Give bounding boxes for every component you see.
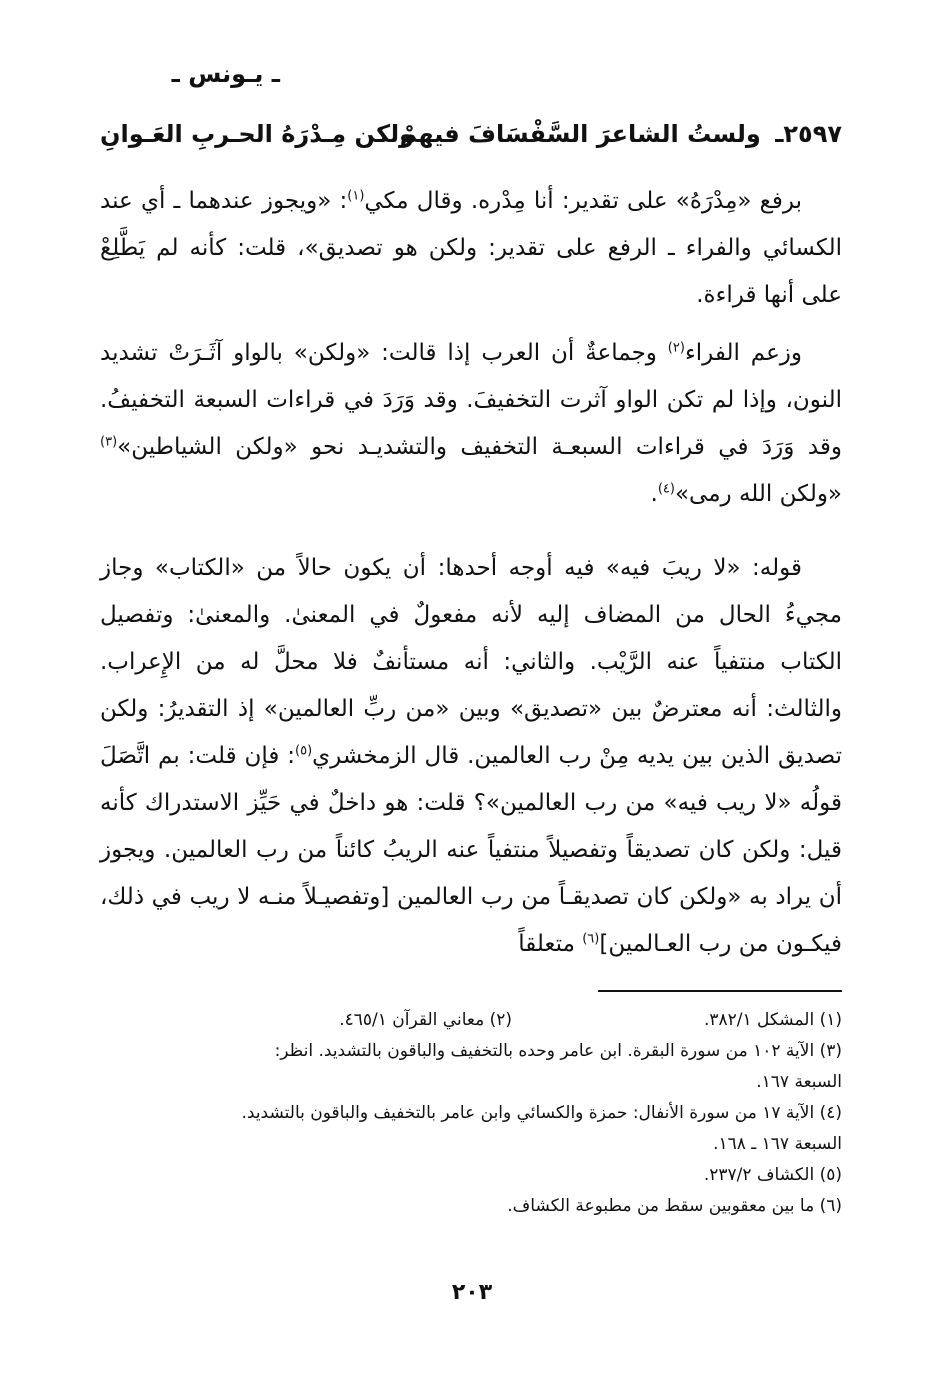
paragraph-3 [100, 545, 842, 968]
footnote-6: (٦) ما بين معقوبين سقط من مطبوعة الكشاف. [507, 1196, 842, 1216]
page-number: ٢٠٣ [451, 1280, 493, 1305]
footnote-ref-6[interactable]: (٦) [582, 931, 600, 947]
footnote-divider [598, 990, 842, 992]
p3-text-b: : فإن قلت: بم اتَّصَلَ قولُه «لا ريب فيه» من رب العالمين»؟ قلت: هو داخلٌ في حَيِّز الاستدراك كأنه قيل: ولكن كان تصديقاً وتفصيلاً منتفياً عنه الريبُ كائناً من رب العالمين. ويجوز أن يراد به «ولكن كان تصديقـاً من رب العالمين [وتفصيـلاً منـه لا ريب في ذلك، فيكـون من رب العـالمين] [100, 743, 842, 957]
verse-hemistich-first: ولستُ الشاعرَ السَّفْسَافَ فيهمْ [399, 120, 761, 148]
footnote-row-1-2 [100, 1005, 842, 1036]
verse-number: ٢٥٩٧ـ [775, 120, 842, 148]
footnotes-list [100, 1005, 842, 1222]
footnote-5: (٥) الكشاف ٢٣٧/٢. [703, 1165, 842, 1185]
footnote-4: (٤) الآية ١٧ من سورة الأنفال: حمزة والكسائي وابن عامر بالتخفيف والباقون بالتشديد. [241, 1103, 842, 1123]
p1-text-b: : «ويجوز عندهما ـ أي عند الكسائي والفراء ـ الرفع على تقدير: ولكن هو تصديق»، قلت: كأنه لم يَطَّلِعْ على أنها قراءة. [100, 188, 842, 308]
p2-text-d: . [650, 481, 658, 507]
footnote-ref-3[interactable]: (٣) [100, 434, 118, 450]
p3-text-a: قوله: «لا ريبَ فيه» فيه أوجه أحدها: أن يكون حالاً من «الكتاب» وجاز مجيءُ الحال من المضاف إليه لأنه مفعولٌ في المعنىٰ. والمعنىٰ: وتفصيل الكتاب منتفياً عنه الرَّيْب. والثاني: أنه مستأنفٌ فلا محلَّ له من الإِعراب. والثالث: أنه معترضٌ بين «تصديق» وبين «من ربِّ العالمين» إذ التقديرُ: ولكن تصديق الذين بين يديه مِنْ رب العالمين. قال الزمخشري [100, 555, 842, 769]
footnote-ref-1[interactable]: (١) [347, 188, 365, 204]
footnote-1: (١) المشكل ٣٨٢/١. [703, 1010, 842, 1030]
footnote-ref-5[interactable]: (٥) [295, 743, 313, 759]
paragraph-1 [100, 178, 842, 319]
p2-text-a: وزعم الفراء [684, 340, 803, 366]
footnote-ref-4[interactable]: (٤) [657, 481, 675, 497]
footnote-4-continued: السبعة ١٦٧ ـ ١٦٨. [713, 1134, 842, 1154]
p2-text-c: «ولكن الله رمى» [674, 481, 842, 507]
p3-text-c: متعلقاً [518, 931, 583, 957]
footnote-3-continued: السبعة ١٦٧. [756, 1072, 842, 1092]
running-header: ـ يـونس ـ [171, 60, 280, 88]
p1-text-a: برفع «مِدْرَهُ» على تقدير: أنا مِدْره. وقال مكي [364, 188, 802, 214]
footnote-ref-2[interactable]: (٢) [667, 340, 685, 356]
footnote-3: (٣) الآية ١٠٢ من سورة البقرة. ابن عامر وحده بالتخفيف والباقون بالتشديد. انظر: [274, 1041, 842, 1061]
paragraph-2 [100, 330, 842, 518]
footnote-2: (٢) معاني القرآن ٤٦٥/١. [339, 1010, 512, 1030]
p2-text-b: وجماعةٌ أن العرب إذا قالت: «ولكن» بالواو آثَـرَتْ تشديد النون، وإذا لم تكن الواو آثرت التخفيفَ. وقد وَرَدَ في قراءات السبعة التخفيفُ. وقد وَرَدَ في قراءات السبعـة التخفيف والتشديـد نحو «ولكن الشياطين» [100, 340, 842, 460]
verse-hemistich-second: ولكن مِـدْرَهُ الحـربِ العَـوانِ [100, 120, 414, 148]
poetry-verse [100, 120, 842, 148]
